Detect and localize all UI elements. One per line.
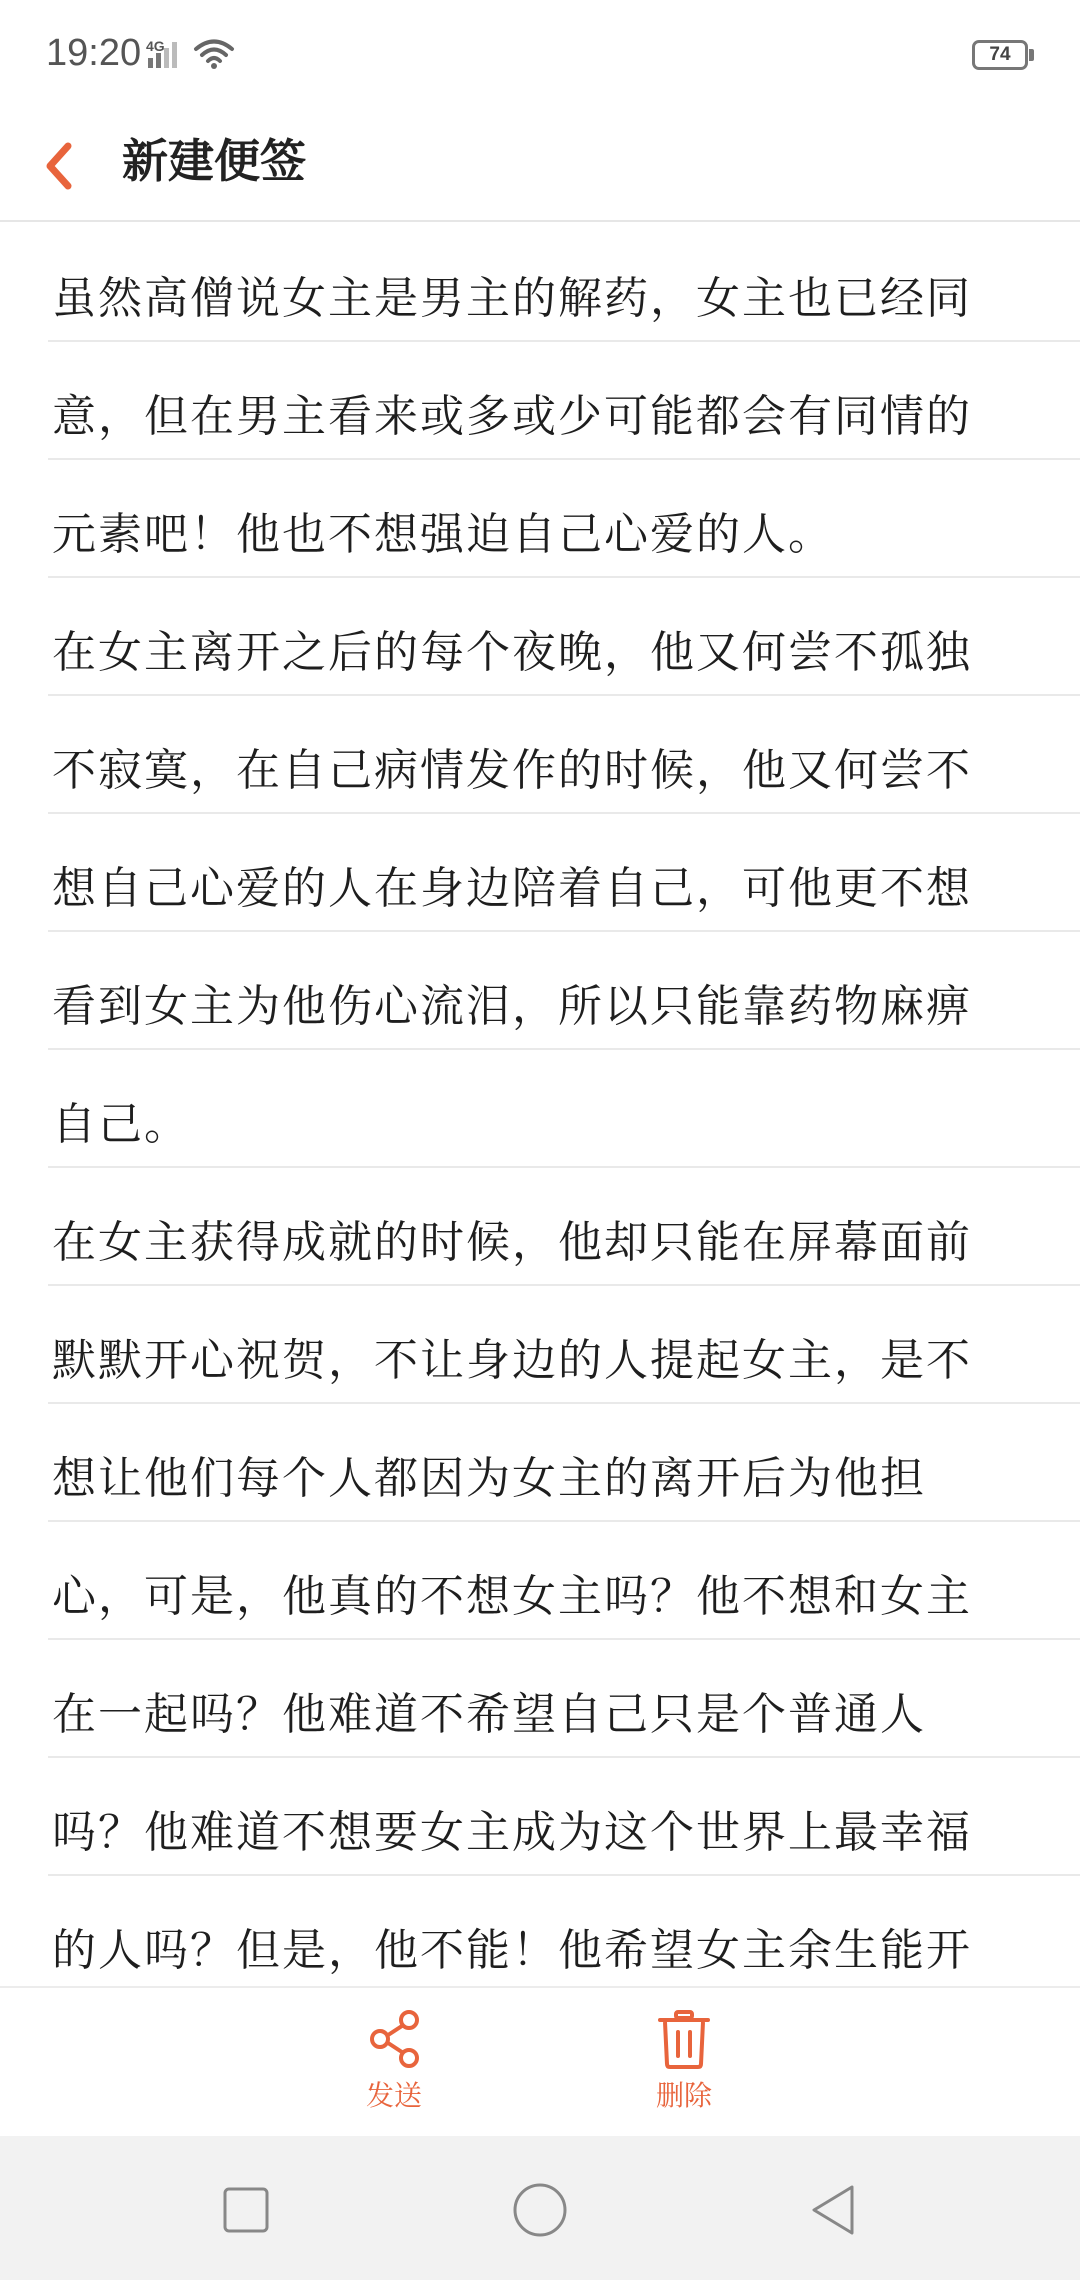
note-line[interactable] (48, 814, 1080, 932)
note-line-text: 看到女主为他伤心流泪，所以只能靠药物麻痹 (52, 981, 972, 1032)
note-line-text: 吗？他难道不想要女主成为这个世界上最幸福 (52, 1807, 972, 1858)
note-line[interactable] (48, 1640, 1080, 1758)
home-button[interactable] (510, 2180, 570, 2240)
status-time: 19:20 (46, 32, 142, 74)
note-line-text: 元素吧！他也不想强迫自己心爱的人。 (52, 509, 834, 560)
status-bar (0, 0, 1080, 110)
note-line[interactable] (48, 578, 1080, 696)
note-line[interactable] (48, 224, 1080, 342)
delete-button[interactable] (624, 2008, 744, 2118)
battery-indicator (972, 40, 1036, 70)
recent-apps-button[interactable] (216, 2180, 276, 2240)
page-title: 新建便签 (122, 134, 306, 188)
note-line-text: 心，可是，他真的不想女主吗？他不想和女主 (52, 1571, 972, 1622)
note-line-text: 的人吗？但是，他不能！他希望女主余生能开 (52, 1925, 972, 1976)
note-line-text: 意，但在男主看来或多或少可能都会有同情的 (52, 391, 972, 442)
trash-icon (654, 2008, 714, 2070)
note-editor[interactable] (0, 224, 1080, 1986)
triangle-back-icon (804, 2180, 864, 2240)
send-button[interactable] (334, 2008, 454, 2118)
note-line-text: 在女主离开之后的每个夜晚，他又何尝不孤独 (52, 627, 972, 678)
back-nav-button[interactable] (804, 2180, 864, 2240)
app-header (0, 110, 1080, 222)
note-line[interactable] (48, 1876, 1080, 1986)
note-line-text: 不寂寞，在自己病情发作的时候，他又何尝不 (52, 745, 972, 796)
square-icon (216, 2180, 276, 2240)
note-line[interactable] (48, 1522, 1080, 1640)
battery-level: 74 (989, 44, 1011, 65)
note-line[interactable] (48, 1286, 1080, 1404)
note-line[interactable] (48, 1050, 1080, 1168)
network-type: 4G (146, 38, 165, 54)
note-line[interactable] (48, 342, 1080, 460)
share-icon (364, 2008, 424, 2070)
note-line-text: 在女主获得成就的时候，他却只能在屏幕面前 (52, 1217, 972, 1268)
note-line-text: 在一起吗？他难道不希望自己只是个普通人 (52, 1689, 926, 1740)
back-button[interactable] (34, 124, 94, 204)
note-line[interactable] (48, 1758, 1080, 1876)
chevron-left-icon (34, 124, 94, 204)
system-nav-bar (0, 2136, 1080, 2280)
note-line[interactable] (48, 1168, 1080, 1286)
note-line-text: 自己。 (52, 1099, 190, 1150)
note-line[interactable] (48, 696, 1080, 814)
bottom-toolbar (0, 1986, 1080, 2136)
note-line[interactable] (48, 460, 1080, 578)
send-label: 发送 (365, 2079, 422, 2112)
note-line-text: 想让他们每个人都因为女主的离开后为他担 (52, 1453, 926, 1504)
delete-label: 删除 (655, 2079, 712, 2112)
note-line-text: 虽然高僧说女主是男主的解药，女主也已经同 (52, 273, 972, 324)
note-line-text: 想自己心爱的人在身边陪着自己，可他更不想 (52, 863, 972, 914)
wifi-icon (192, 36, 236, 72)
note-line[interactable] (48, 932, 1080, 1050)
note-line-text: 默默开心祝贺，不让身边的人提起女主，是不 (52, 1335, 972, 1386)
note-line[interactable] (48, 1404, 1080, 1522)
circle-icon (510, 2180, 570, 2240)
